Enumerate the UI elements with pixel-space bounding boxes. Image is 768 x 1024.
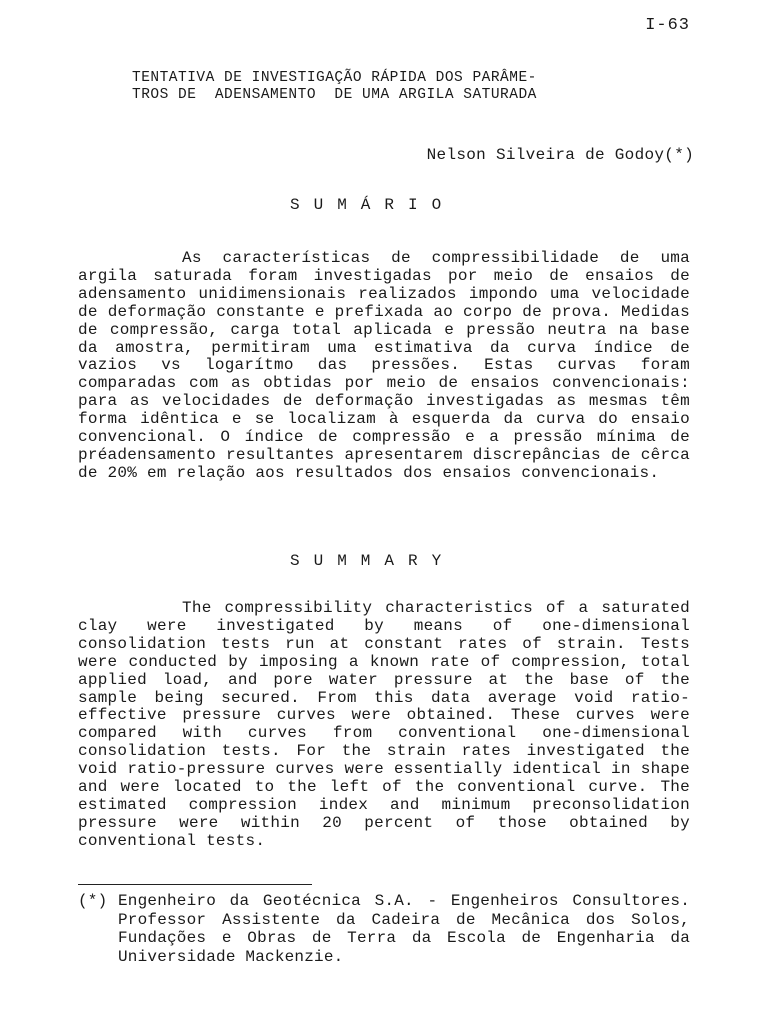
footnote-divider <box>78 884 312 885</box>
paper-title <box>132 70 652 104</box>
paper-title-line-1: TENTATIVA DE INVESTIGAÇÃO RÁPIDA DOS PARÂME- <box>132 70 537 86</box>
footnote-marker: (*) <box>78 892 108 910</box>
sumario-heading: SUMÁRIO <box>290 196 456 214</box>
summary-heading: SUMMARY <box>290 552 456 570</box>
sumario-paragraph: As características de compressibilidade de uma argila saturada foram investigadas por meio de ensaios de adensamento unidimensionais realizados impondo uma velocidade de deformação constante e prefixada ao corpo de prova. Medidas de compressão, carga total aplicada e pressão neutra na base da amostra, permitiram uma estimativa da curva índice de vazios vs logarítmo das pressões. Estas curvas foram comparadas com as obtidas por meio de ensaios convencionais: para as velocidades de deformação investigadas as mesmas têm forma idêntica e se localizam à esquerda da curva do ensaio convencional. O índice de compressão e a pressão mínima de préadensamento resultantes apresentarem discrepâncias de cêrca de 20% em relação aos resultados dos ensaios convencionais. <box>78 249 690 482</box>
paper-title-line-2: TROS DE ADENSAMENTO DE UMA ARGILA SATURADA <box>132 87 537 103</box>
summary-paragraph: The compressibility characteristics of a saturated clay were investigated by means of one-dimensional consolidation tests run at constant rates of strain. Tests were conducted by imposing a known rate of compression, total applied load, and pore water pressure at the base of the sample being secured. From this data average void ratio-effective pressure curves were obtained. These curves were compared with curves from conventional one-dimensional consolidation tests. For the strain rates investigated the void ratio-pressure curves were essentially identical in shape and were located to the left of the conventional curve. The estimated compression index and minimum preconsolidation pressure were within 20 percent of those obtained by conventional tests. <box>78 599 690 850</box>
footnote-text: Engenheiro da Geotécnica S.A. - Engenheiros Consultores. Professor Assistente da Cadeira de Mecânica dos Solos, Fundações e Obras de Terra da Escola de Engenharia da Universidade Mackenzie. <box>118 892 690 966</box>
footnote <box>78 892 690 966</box>
author-name: Nelson Silveira de Godoy(*) <box>426 146 694 164</box>
page-number: I-63 <box>645 16 690 35</box>
